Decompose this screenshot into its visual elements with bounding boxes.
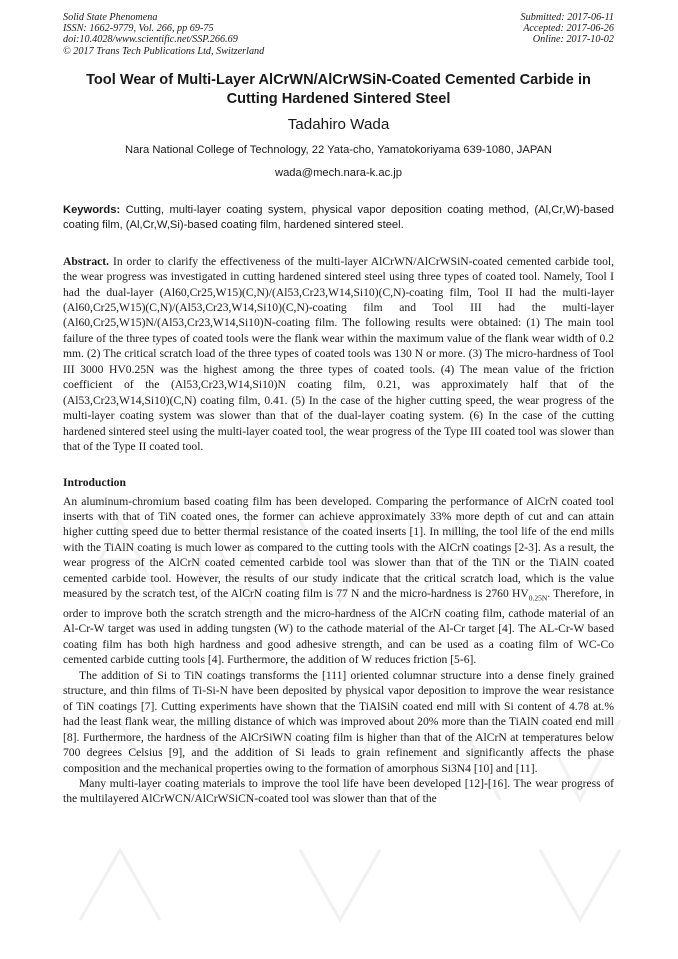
paper-title: Tool Wear of Multi-Layer AlCrWN/AlCrWSiN-Coated Cemented Carbide in Cutting Hardened Sintered Steel (86, 71, 591, 107)
author-name: Tadahiro Wada (287, 115, 390, 133)
abstract-text: In order to clarify the effectiveness of the multi-layer AlCrWN/AlCrWSiN-coated cemented carbide tool, the wear progress was investigated in cutting hardened sintered steel using three types of coated tool. Namely, Tool I had the dual-layer (Al60,Cr25,W15)(C,N)/(Al53,Cr23,W14,Si10)(C,N)-coating film, Tool II had the multi-layer (Al60,Cr25,W15)(C,N)/(Al53,Cr23,W14,Si10)(C,N)-coating film and Tool III had the multi-layer (Al60,Cr25,W15)N/(Al53,Cr23,W14,Si10)N-coating film. The following results were obtained: (1) The main tool failure of the three types of coated tools were the flank wear within the maximum value of the flank wear width of 0.2 mm. (2) The critical scratch load of the three types of coated tools was 130 N or more. (3) The micro-hardness of Tool III 3000 HV0.25N was the highest among the three types of coated tools. (4) The mean value of the friction coefficient of the (Al53,Cr23,W14,Si10)N coating film, 0.21, was approximately half that of the (Al53,Cr23,W14,Si10)(C,N) coating film, 0.41. (5) In the case of the higher cutting speed, the wear progress of the multi-layer coating system was slower than that of the dual-layer coating system. (6) In the case of the cutting hardened sintered steel using the multi-layer coated tool, the wear progress of the Type III coated tool was slower than that of the Type II coated tool. (63, 254, 614, 454)
journal-name: Solid State Phenomena (63, 12, 158, 23)
introduction-paragraph-2: The addition of Si to TiN coatings transforms the [111] oriented columnar structure into a dense finely grained structure, and thin films of Ti-Si-N have been deposited by physical vapor deposition to improve the wear resistance of TiN coatings [7]. Cutting experiments have shown that the TiAlSiN coated end mill with Si content of 4.78 at.% had the least flank wear, the milling distance of which was improved about 20% more than the TiAlN coated end mill [8]. Furthermore, the hardness of the AlCrSiWN coating film is higher than that of the AlCrN at temperatures below 700 degrees Celsius [9], and the addition of Si leads to grain refinement and significantly affects the phase composition and the mechanical properties owing to the formation of amorphous Si3N4 [10] and [11]. (63, 668, 614, 775)
journal-info (63, 12, 264, 57)
keywords-label: Keywords: (63, 203, 121, 216)
introduction-paragraph-1 (63, 494, 614, 668)
author-affiliation: Nara National College of Technology, 22 Yata-cho, Yamatokoriyama 639-1080, JAPAN (124, 143, 553, 156)
copyright-line: © 2017 Trans Tech Publications Ltd, Switzerland (63, 45, 265, 57)
issn-line: ISSN: 1662-9779, Vol. 266, pp 69-75 (63, 23, 214, 35)
abstract-label: Abstract. (63, 254, 110, 268)
keywords-section (63, 203, 614, 234)
online-date: Online: 2017-10-02 (532, 34, 614, 46)
intro-p1-part-a: An aluminum-chromium based coating film has been developed. Comparing the performance of AlCrN coated tool inserts with that of TiN coated ones, the former can achieve approximately 33% more depth of cut and can attain higher cutting speed due to better thermal resistance of the coated inserts [1]. In milling, the tool life of the end mills with the TiAlN coating is much lower as compared to the cutting tools with the AlCrN coatings [2-3]. As a result, the wear progress of the AlCrN coated cemented carbide tool was slower than that of the TiN or the TiAlN coated cemented carbide tool. However, the results of our study indicate that the critical scratch load, which is the value measured by the scratch test, of the AlCrN coating film is 77 N and the micro-hardness is 2760 HV (63, 494, 614, 601)
intro-p1-part-b: . Therefore, in order to improve both the scratch strength and the micro-hardness of the AlCrN coating film, cathode material of an Al-Cr-W target was used in adding tungsten (W) to the cathode material of the Al-Cr target [4]. The AL-Cr-W based coating film has both high hardness and good adhesive strength, and can be used as a coating film of WC-Co cemented carbide cutting tools [4]. Furthermore, the addition of W reduces friction [5-6]. (63, 587, 614, 667)
abstract-section (63, 254, 614, 455)
accepted-date: Accepted: 2017-06-26 (523, 23, 614, 35)
doi-line: doi:10.4028/www.scientific.net/SSP.266.69 (63, 34, 238, 46)
publication-header (63, 12, 614, 57)
paper-page (63, 12, 614, 807)
submitted-date: Submitted: 2017-06-11 (520, 12, 614, 23)
introduction-heading: Introduction (63, 475, 126, 489)
dates-info (521, 12, 614, 57)
introduction-paragraph-3: Many multi-layer coating materials to improve the tool life have been developed [12]-[16]. The wear progress of the multilayered AlCrWCN/AlCrWSiCN-coated tool was slower than that of the (63, 776, 614, 806)
keywords-text: Cutting, multi-layer coating system, physical vapor deposition coating method, (Al,Cr,W)-based coating film, (Al,Cr,W,Si)-based coating film, hardened sintered steel. (63, 203, 614, 232)
author-email[interactable]: wada@mech.nara-k.ac.jp (274, 166, 403, 179)
hv-subscript: 0.25N (528, 593, 548, 603)
